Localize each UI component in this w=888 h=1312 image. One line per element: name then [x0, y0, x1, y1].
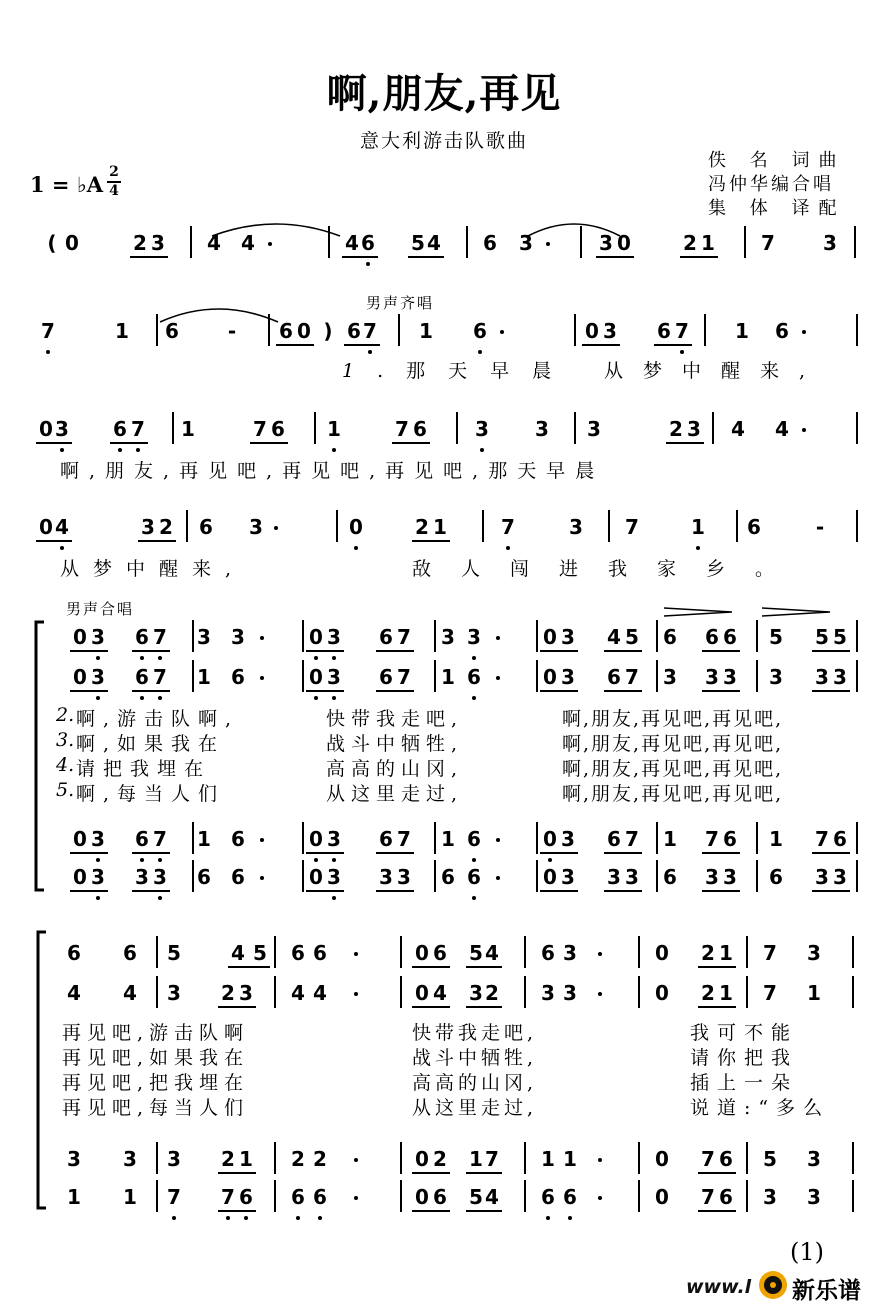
note: 3: [625, 865, 639, 889]
note: 6: [197, 865, 211, 889]
note: 3: [167, 1147, 181, 1171]
verse-lyric: 请你把我: [690, 1047, 799, 1069]
note: 6: [379, 665, 393, 689]
note: 1: [663, 827, 677, 851]
note: 6: [231, 865, 245, 889]
credit-translator: 集 体 译配: [708, 198, 846, 219]
note: 3: [379, 865, 393, 889]
note: 1: [67, 1185, 81, 1209]
note: 0: [309, 865, 323, 889]
lyric-line-3: 啊,朋友,再见吧,再见吧,再见吧,那天早晨: [60, 460, 605, 482]
note: 0: [73, 827, 87, 851]
note: 3: [833, 665, 847, 689]
note: (: [47, 231, 57, 255]
verse-lyric: 从这里走过,: [412, 1097, 538, 1119]
verse-lyric: 我可不能: [690, 1022, 799, 1044]
note: 6: [433, 1185, 447, 1209]
note: 0: [585, 319, 599, 343]
verse-lyric: 5.: [56, 779, 75, 801]
verse-lyric: 啊,朋友,再见吧,再见吧,: [562, 733, 784, 755]
note: 1: [701, 231, 715, 255]
note: 5: [769, 625, 783, 649]
note: 4: [291, 981, 305, 1005]
note: 6: [473, 319, 487, 343]
note: 4: [775, 417, 789, 441]
lyric-line-2b: 从梦中醒来,: [604, 360, 826, 382]
lyric-line-4b: 敌人闯进我家乡。: [412, 558, 805, 580]
note: 0: [543, 665, 557, 689]
note: 3: [687, 417, 701, 441]
note: 1: [807, 981, 821, 1005]
note: 7: [815, 827, 829, 851]
note: 6: [541, 941, 555, 965]
credit-arranger: 冯仲华编合唱: [708, 174, 834, 195]
note: 7: [625, 665, 639, 689]
note: 6: [467, 865, 481, 889]
note: 7: [253, 417, 267, 441]
note: 3: [541, 981, 555, 1005]
note: 0: [39, 417, 53, 441]
note: 6: [541, 1185, 555, 1209]
note: 2: [313, 1147, 327, 1171]
note: 6: [775, 319, 789, 343]
note: 3: [123, 1147, 137, 1171]
note: 3: [467, 625, 481, 649]
note: 2: [221, 1147, 235, 1171]
note: 0: [65, 231, 79, 255]
note: 6: [833, 827, 847, 851]
note: 1: [469, 1147, 483, 1171]
note: 3: [91, 665, 105, 689]
note: 6: [467, 827, 481, 851]
note: 4: [433, 981, 447, 1005]
note: 3: [833, 865, 847, 889]
dash-symbol: -: [815, 515, 825, 539]
note: 7: [701, 1185, 715, 1209]
note: 5: [763, 1147, 777, 1171]
note: 4: [485, 941, 499, 965]
verse-lyric: 再见吧,把我埋在: [62, 1072, 250, 1094]
note: 6: [279, 319, 293, 343]
music-note-logo-icon: [758, 1270, 788, 1300]
note: 3: [587, 417, 601, 441]
note: 6: [135, 625, 149, 649]
note: 1: [181, 417, 195, 441]
note: 3: [815, 665, 829, 689]
note: 0: [415, 1147, 429, 1171]
note: 7: [167, 1185, 181, 1209]
note: 2: [683, 231, 697, 255]
note: 3: [475, 417, 489, 441]
verse-lyric: 2.: [56, 704, 75, 726]
verse-lyric: 4.: [56, 754, 75, 776]
note: 6: [231, 827, 245, 851]
note: 3: [519, 231, 533, 255]
note: 7: [395, 417, 409, 441]
note: 7: [761, 231, 775, 255]
section-label-chorus: 男声合唱: [66, 600, 135, 618]
note: 2: [221, 981, 235, 1005]
note: 6: [135, 665, 149, 689]
note: 6: [123, 941, 137, 965]
note: 3: [153, 865, 167, 889]
note: 6: [607, 827, 621, 851]
note: 3: [91, 865, 105, 889]
note: 7: [41, 319, 55, 343]
verse-lyric: 3.: [56, 729, 75, 751]
system-bracket: [38, 932, 46, 1208]
note: 0: [415, 981, 429, 1005]
watermark-url: www.l: [686, 1276, 752, 1298]
note: 7: [701, 1147, 715, 1171]
note: 3: [327, 865, 341, 889]
slur: [160, 309, 278, 322]
note: 3: [151, 231, 165, 255]
note: 1: [197, 827, 211, 851]
note: 7: [675, 319, 689, 343]
note: 1: [769, 827, 783, 851]
note: 0: [349, 515, 363, 539]
note: 3: [561, 827, 575, 851]
note: 3: [327, 625, 341, 649]
note: 6: [135, 827, 149, 851]
note: 0: [655, 981, 669, 1005]
key-signature: 1 = ♭A: [30, 172, 104, 197]
note: 3: [807, 1147, 821, 1171]
note: 1: [441, 665, 455, 689]
note: 6: [723, 827, 737, 851]
note: 7: [625, 515, 639, 539]
note: 4: [55, 515, 69, 539]
note: 2: [159, 515, 173, 539]
verse-lyric: 再见吧,每当人们: [62, 1097, 250, 1119]
note: 2: [433, 1147, 447, 1171]
note: 3: [249, 515, 263, 539]
note: 0: [39, 515, 53, 539]
note: 7: [363, 319, 377, 343]
note: 7: [153, 827, 167, 851]
verse-lyric: 快带我走吧,: [326, 708, 464, 730]
note: 3: [763, 1185, 777, 1209]
note: 7: [397, 827, 411, 851]
note: 2: [701, 981, 715, 1005]
note: 3: [167, 981, 181, 1005]
note: 4: [345, 231, 359, 255]
note: 6: [379, 625, 393, 649]
lyric-line-2a: 1.那天早晨: [342, 360, 575, 382]
verse-lyric: 战斗中牺牲,: [412, 1047, 538, 1069]
note: 0: [73, 665, 87, 689]
note: 6: [467, 665, 481, 689]
note: 4: [123, 981, 137, 1005]
note: 6: [657, 319, 671, 343]
note: 5: [167, 941, 181, 965]
note: 4: [207, 231, 221, 255]
verse-lyric: 高高的山冈,: [412, 1072, 538, 1094]
note: 7: [705, 827, 719, 851]
note: 5: [469, 941, 483, 965]
note: 6: [313, 1185, 327, 1209]
note: 2: [485, 981, 499, 1005]
note: 1: [735, 319, 749, 343]
note: 3: [327, 665, 341, 689]
credit-lyrics-music: 佚 名 词曲: [708, 150, 846, 171]
verse-lyric: 啊,朋友,再见吧,再见吧,: [562, 783, 784, 805]
note: 6: [769, 865, 783, 889]
verse-number: 1: [342, 360, 378, 382]
note: 4: [231, 941, 245, 965]
note: 3: [705, 665, 719, 689]
note: 3: [561, 625, 575, 649]
note: 0: [73, 625, 87, 649]
note: 1: [719, 981, 733, 1005]
time-signature-bottom: 4: [109, 183, 119, 199]
note: 3: [599, 231, 613, 255]
note: 4: [241, 231, 255, 255]
note: 3: [197, 625, 211, 649]
slur: [528, 224, 620, 236]
note: 6: [361, 231, 375, 255]
verse-lyric: 从这里走过,: [326, 783, 464, 805]
note: 1: [719, 941, 733, 965]
note: 6: [563, 1185, 577, 1209]
note: 7: [501, 515, 515, 539]
song-title: 啊,朋友,再见: [326, 70, 562, 117]
note: 0: [415, 1185, 429, 1209]
note: 7: [763, 981, 777, 1005]
note: 5: [469, 1185, 483, 1209]
note: 5: [625, 625, 639, 649]
note: 1: [115, 319, 129, 343]
verse-lyric: 请把我埋在: [76, 758, 212, 780]
note: 1: [327, 417, 341, 441]
note: 7: [397, 625, 411, 649]
note: 3: [815, 865, 829, 889]
note: 1: [197, 665, 211, 689]
note: 6: [291, 941, 305, 965]
note: 1: [123, 1185, 137, 1209]
note: 5: [253, 941, 267, 965]
note: 3: [723, 865, 737, 889]
note: 0: [655, 1147, 669, 1171]
note: 3: [563, 981, 577, 1005]
note: 7: [485, 1147, 499, 1171]
note: 6: [719, 1147, 733, 1171]
verse-lyric: 高高的山冈,: [326, 758, 464, 780]
note: 3: [569, 515, 583, 539]
verse-lyric: 啊,每当人们: [76, 783, 226, 805]
note: 4: [313, 981, 327, 1005]
note: 0: [309, 827, 323, 851]
note: 3: [561, 665, 575, 689]
note: 0: [73, 865, 87, 889]
time-signature-top: 2: [109, 164, 119, 180]
note: 3: [823, 231, 837, 255]
note: 2: [669, 417, 683, 441]
note: 3: [141, 515, 155, 539]
note: 7: [625, 827, 639, 851]
page-number: (1): [790, 1238, 824, 1266]
note: ): [323, 319, 333, 343]
note: 6: [199, 515, 213, 539]
note: 6: [379, 827, 393, 851]
note: 2: [701, 941, 715, 965]
note: 3: [561, 865, 575, 889]
verse-lyric: 插上一朵: [690, 1072, 799, 1094]
note: 4: [427, 231, 441, 255]
note: 6: [165, 319, 179, 343]
system-bracket: [36, 622, 44, 890]
note: 0: [617, 231, 631, 255]
note: 7: [397, 665, 411, 689]
note: 3: [135, 865, 149, 889]
note: 7: [153, 665, 167, 689]
note: 3: [807, 1185, 821, 1209]
verse-lyric: 快带我走吧,: [412, 1022, 538, 1044]
note: 7: [221, 1185, 235, 1209]
note: 1: [541, 1147, 555, 1171]
note: 4: [731, 417, 745, 441]
note: 0: [543, 625, 557, 649]
note: 3: [67, 1147, 81, 1171]
note: 3: [607, 865, 621, 889]
accent-mark: [762, 608, 830, 616]
note: 3: [327, 827, 341, 851]
note: 1: [441, 827, 455, 851]
note: 6: [441, 865, 455, 889]
note: 0: [543, 865, 557, 889]
note: 1: [419, 319, 433, 343]
verse-lyric: 说道:“多么: [690, 1097, 831, 1119]
note: 4: [485, 1185, 499, 1209]
song-subtitle: 意大利游击队歌曲: [359, 130, 528, 152]
note: 6: [113, 417, 127, 441]
lyric-line-4a: 从梦中醒来,: [60, 558, 246, 580]
note: 3: [663, 665, 677, 689]
note: 6: [433, 941, 447, 965]
note: 3: [535, 417, 549, 441]
note: 3: [563, 941, 577, 965]
note: 6: [413, 417, 427, 441]
note: 0: [655, 1185, 669, 1209]
note: 6: [271, 417, 285, 441]
note: 0: [309, 665, 323, 689]
note: 6: [663, 865, 677, 889]
verse-lyric: 啊,朋友,再见吧,再见吧,: [562, 758, 784, 780]
note: 3: [807, 941, 821, 965]
note: 6: [483, 231, 497, 255]
note: 6: [607, 665, 621, 689]
verse-lyric: 再见吧,游击队啊: [62, 1022, 250, 1044]
note: 3: [55, 417, 69, 441]
note: 1: [691, 515, 705, 539]
verse-lyric: 啊,朋友,再见吧,再见吧,: [562, 708, 784, 730]
note: 6: [313, 941, 327, 965]
verse-lyric: 啊,游击队啊,: [76, 708, 240, 730]
note: 0: [543, 827, 557, 851]
note: 3: [469, 981, 483, 1005]
note: 1: [433, 515, 447, 539]
note: 4: [67, 981, 81, 1005]
dash-symbol: -: [227, 319, 237, 343]
accent-mark: [664, 608, 732, 616]
note: 0: [415, 941, 429, 965]
note: 2: [415, 515, 429, 539]
note: 3: [397, 865, 411, 889]
section-label-unison: 男声齐唱: [366, 294, 435, 312]
note: 5: [411, 231, 425, 255]
note: 0: [655, 941, 669, 965]
note: 2: [291, 1147, 305, 1171]
note: 6: [723, 625, 737, 649]
verse-lyric: 啊,如果我在: [76, 733, 226, 755]
note: 3: [441, 625, 455, 649]
note: 6: [347, 319, 361, 343]
note: 3: [723, 665, 737, 689]
note: 0: [309, 625, 323, 649]
note: 3: [769, 665, 783, 689]
note: 7: [131, 417, 145, 441]
note: 3: [231, 625, 245, 649]
note: 6: [239, 1185, 253, 1209]
verse-lyric: 再见吧,如果我在: [62, 1047, 250, 1069]
note: 6: [291, 1185, 305, 1209]
note: 7: [153, 625, 167, 649]
note: 5: [815, 625, 829, 649]
verse-lyric: 战斗中牺牲,: [326, 733, 464, 755]
note: 3: [705, 865, 719, 889]
note: 1: [563, 1147, 577, 1171]
note: 3: [91, 625, 105, 649]
watermark-name: 新乐谱: [792, 1278, 861, 1304]
note: 6: [663, 625, 677, 649]
note: 6: [719, 1185, 733, 1209]
note: 2: [133, 231, 147, 255]
note: 7: [763, 941, 777, 965]
note: 6: [747, 515, 761, 539]
note: 3: [603, 319, 617, 343]
note: 3: [239, 981, 253, 1005]
note: 3: [91, 827, 105, 851]
note: 6: [705, 625, 719, 649]
note: 4: [607, 625, 621, 649]
note: 5: [833, 625, 847, 649]
note: 1: [239, 1147, 253, 1171]
slur: [212, 224, 340, 236]
note: 6: [67, 941, 81, 965]
note: 6: [231, 665, 245, 689]
note: 0: [297, 319, 311, 343]
